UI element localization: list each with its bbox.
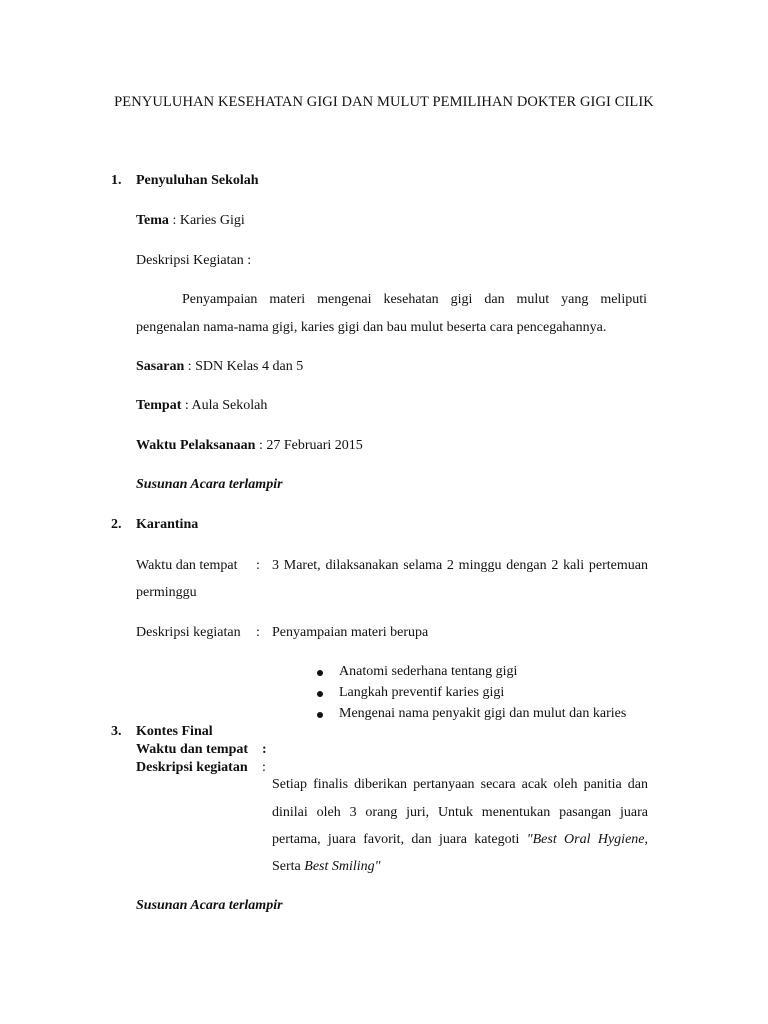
colon: : (262, 760, 266, 775)
colon: : (256, 558, 260, 573)
waktu-tempat-label: Waktu dan tempat (136, 558, 238, 573)
paragraph-line: dinilai oleh 3 orang juri, Untuk menentukan pasangan juara (272, 805, 648, 820)
bullet-icon (317, 712, 323, 718)
section-number: 2. (111, 517, 122, 532)
susunan-acara: Susunan Acara terlampir (136, 898, 283, 913)
section-heading: Karantina (136, 517, 199, 532)
section-heading: Kontes Final (136, 724, 213, 739)
list-item: Anatomi sederhana tentang gigi (339, 664, 518, 679)
bullet-icon (317, 691, 323, 697)
page-title: PENYULUHAN KESEHATAN GIGI DAN MULUT PEMILIHAN DOKTER GIGI CILIK (114, 94, 654, 110)
list-item: Langkah preventif karies gigi (339, 685, 505, 700)
sasaran-value: : SDN Kelas 4 dan 5 (184, 359, 304, 374)
deskripsi-label: Deskripsi Kegiatan : (136, 253, 252, 268)
section-number: 3. (111, 724, 122, 739)
deskripsi-kegiatan-label: Deskripsi kegiatan (136, 760, 248, 775)
best-smiling: Best Smiling" (304, 859, 381, 874)
paragraph-line: Serta Best Smiling" (272, 859, 381, 874)
tempat-line (136, 398, 267, 414)
sasaran-line (136, 359, 303, 375)
colon: : (262, 742, 267, 757)
paragraph-line: Setiap finalis diberikan pertanyaan secara acak oleh panitia dan (272, 777, 648, 792)
tema-value: : Karies Gigi (168, 213, 245, 228)
deskripsi-line: pengenalan nama-nama gigi, karies gigi dan bau mulut beserta cara pencegahannya. (136, 320, 607, 335)
deskripsi-line: Penyampaian materi mengenai kesehatan gigi dan mulut yang meliputi (182, 292, 647, 307)
waktu-tempat-value-cont: perminggu (136, 585, 197, 600)
tempat-label: Tempat (136, 398, 182, 413)
section-number: 1. (111, 173, 122, 188)
colon: : (256, 625, 260, 640)
list-item: Mengenai nama penyakit gigi dan mulut dan karies (339, 706, 627, 721)
deskripsi-kegiatan-label: Deskripsi kegiatan (136, 625, 241, 640)
susunan-acara: Susunan Acara terlampir (136, 477, 283, 492)
deskripsi-kegiatan-value: Penyampaian materi berupa (272, 625, 429, 640)
waktu-tempat-label: Waktu dan tempat (136, 742, 249, 757)
sasaran-label: Sasaran (136, 359, 185, 374)
paragraph-line: pertama, juara favorit, dan juara kategoti "Best Oral Hygiene, (272, 832, 648, 847)
tempat-value: : Aula Sekolah (181, 398, 268, 413)
tema-label: Tema (136, 213, 169, 228)
waktu-tempat-value: 3 Maret, dilaksanakan selama 2 minggu dengan 2 kali pertemuan (272, 558, 648, 573)
bullet-icon (317, 670, 323, 676)
waktu-label: Waktu Pelaksanaan (136, 438, 256, 453)
best-oral-hygiene: "Best Oral Hygiene, (526, 832, 648, 847)
waktu-value: : 27 Februari 2015 (255, 438, 363, 453)
waktu-line (136, 438, 363, 454)
section-heading: Penyuluhan Sekolah (136, 173, 259, 188)
tema-line (136, 213, 245, 229)
